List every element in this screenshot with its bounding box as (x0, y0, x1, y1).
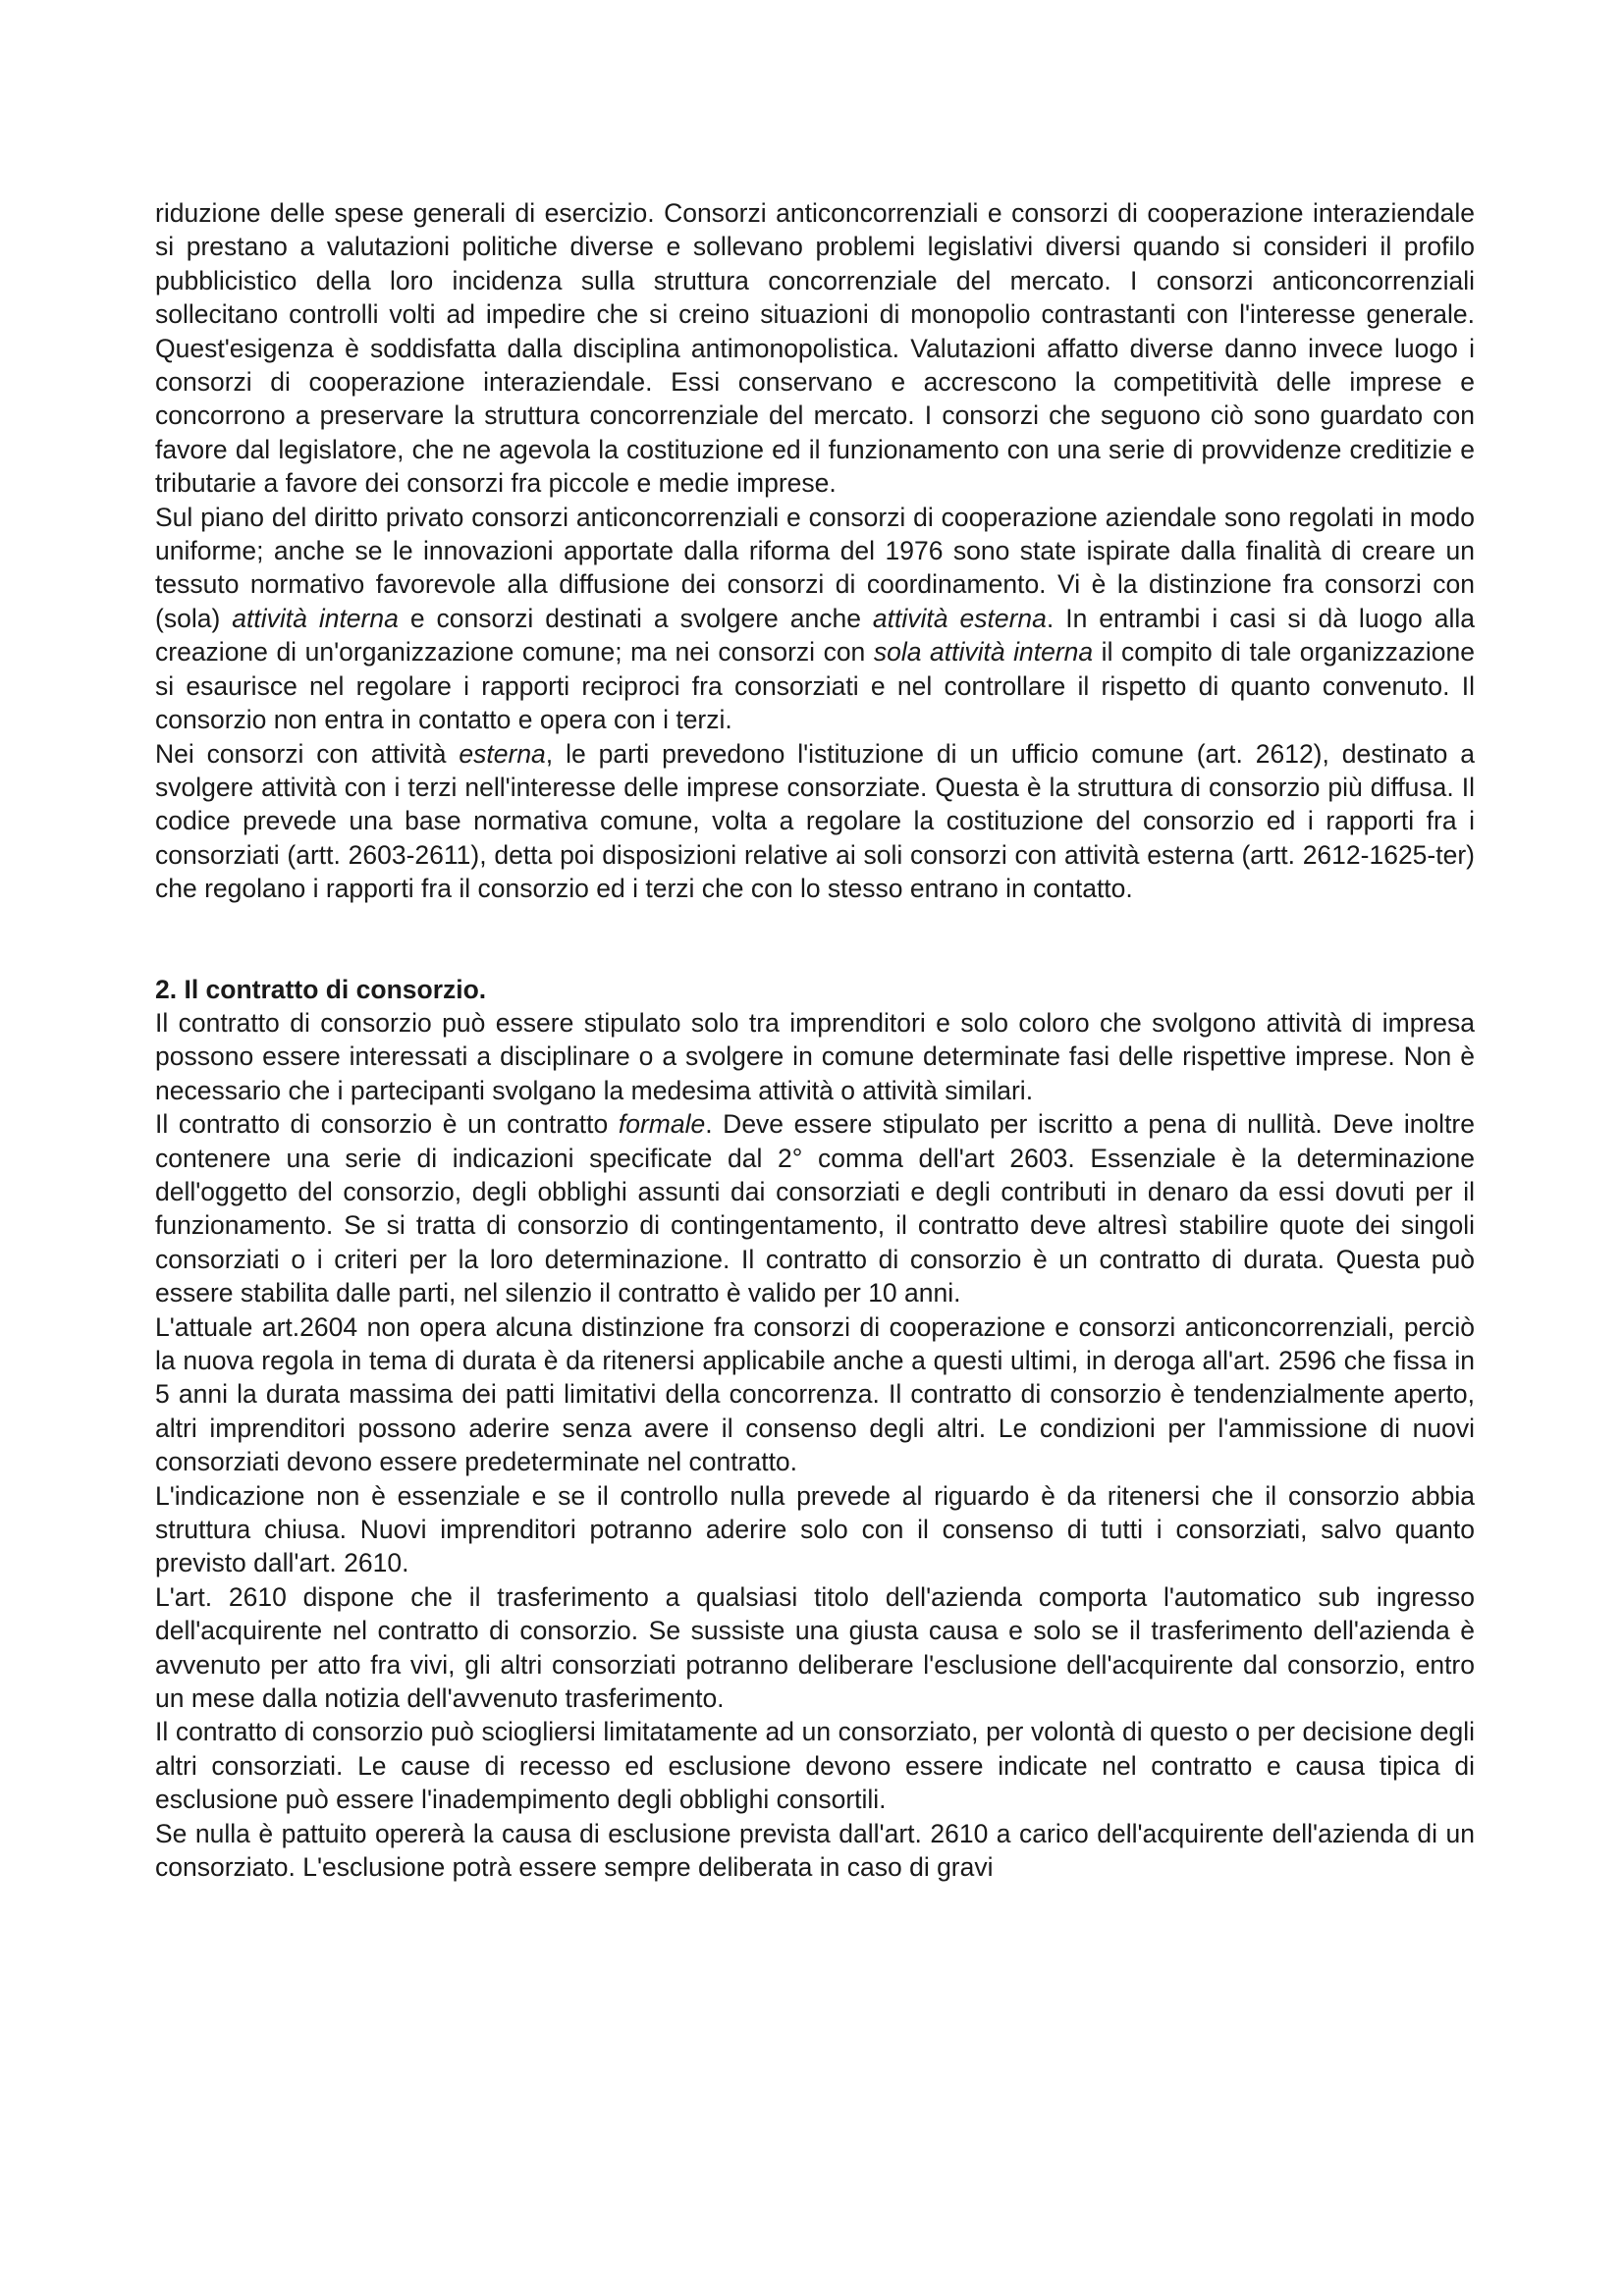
text-run: il compito di tale organizzazione si esaurisce nel regolare i rapporti reciproci fra consorziati e nel controllare il rispetto di quanto convenuto. Il consorzio non entra in contatto e opera con i terzi. (155, 637, 1475, 735)
text-run: , le parti prevedono l'istituzione di un ufficio comune (art. 2612), destinato a svolgere attività con i terzi nell'interesse delle imprese consorziate. Questa è la struttura di consorzio più diffusa. Il codice prevede una base normativa comune, volta a regolare la costituzione del consorzio ed i rapporti fra i consorziati (artt. 2603-2611), detta poi disposizioni relative ai soli consorzi con attività esterna (artt. 2612-1625-ter) che regolano i rapporti fra il consorzio ed i terzi che con lo stesso entrano in contatto. (155, 738, 1475, 904)
emphasis-text: formale (618, 1109, 706, 1140)
paragraph-intro-3 (155, 737, 1475, 906)
paragraph-section2-7: Se nulla è pattuito opererà la causa di esclusione prevista dall'art. 2610 a carico dell'acquirente dell'azienda di un consorziato. L'esclusione potrà essere sempre deliberata in caso di gravi (155, 1818, 1475, 1883)
document-page (155, 196, 1475, 1885)
text-run: Il contratto di consorzio è un contratto (155, 1109, 619, 1140)
emphasis-text: attività esterna (872, 603, 1047, 633)
paragraph-section2-3: L'attuale art.2604 non opera alcuna distinzione fra consorzi di cooperazione e consorzi anticoncorrenziali, perciò la nuova regola in tema di durata è da ritenersi applicabile anche a questi ultimi, in deroga all'art. 2596 che fissa in 5 anni la durata massima dei patti limitativi della concorrenza. Il contratto di consorzio è tendenzialmente aperto, altri imprenditori possono aderire senza avere il consenso degli altri. Le condizioni per l'ammissione di nuovi consorziati devono essere predeterminate nel contratto. (155, 1311, 1475, 1477)
paragraph-intro-1: riduzione delle spese generali di esercizio. Consorzi anticoncorrenziali e consorzi di cooperazione interaziendale si prestano a valutazioni politiche diverse e sollevano problemi legislativi diversi quando si consideri il profilo pubblicistico della loro incidenza sulla struttura concorrenziale del mercato. I consorzi anticoncorrenziali sollecitano controlli volti ad impedire che si creino situazioni di monopolio contrastanti con l'interesse generale. Quest'esigenza è soddisfatta dalla disciplina antimonopolistica. Valutazioni affatto diverse danno invece luogo i consorzi di cooperazione interaziendale. Essi conservano e accrescono la competitività delle imprese e concorrono a preservare la struttura concorrenziale del mercato. I consorzi che seguono ciò sono guardato con favore dal legislatore, che ne agevola la costituzione ed il funzionamento con una serie di provvidenze creditizie e tributarie a favore dei consorzi fra piccole e medie imprese. (155, 198, 1475, 499)
paragraph-intro-2 (155, 501, 1475, 737)
text-run: . In entrambi i casi si dà luogo alla creazione di un'organizzazione comune; ma nei consorzi con (155, 603, 1475, 667)
paragraph-section2-1: Il contratto di consorzio può essere stipulato solo tra imprenditori e solo coloro che svolgono attività di impresa possono essere interessati a disciplinare o a svolgere in comune determinate fasi delle rispettive imprese. Non è necessario che i partecipanti svolgano la medesima attività o attività similari. (155, 1007, 1475, 1105)
section-heading: 2. Il contratto di consorzio. (155, 974, 487, 1004)
text-run: Nei consorzi con attività (155, 738, 460, 769)
emphasis-text: esterna (459, 738, 546, 769)
text-run: . Deve essere stipulato per iscritto a pena di nullità. Deve inoltre contenere una serie di indicazioni specificate dal 2° comma dell'art 2603. Essenziale è la determinazione dell'oggetto del consorzio, degli obblighi assunti dai consorziati e degli contributi in denaro da essi dovuti per il funzionamento. Se si tratta di consorzio di contingentamento, il contratto deve altresì stabilire quote dei singoli consorziati o i criteri per la loro determinazione. Il contratto di consorzio è un contratto di durata. Questa può essere stabilita dalle parti, nel silenzio il contratto è valido per 10 anni. (155, 1109, 1475, 1308)
paragraph-section2-6: Il contratto di consorzio può sciogliersi limitatamente ad un consorziato, per volontà di questo o per decisione degli altri consorziati. Le cause di recesso ed esclusione devono essere indicate nel contratto e causa tipica di esclusione può essere l'inadempimento degli obblighi consortili. (155, 1717, 1475, 1815)
emphasis-text: sola attività interna (873, 637, 1094, 667)
emphasis-text: attività interna (232, 603, 399, 633)
paragraph-section2-5: L'art. 2610 dispone che il trasferimento a qualsiasi titolo dell'azienda comporta l'automatico sub ingresso dell'acquirente nel contratto di consorzio. Se sussiste una giusta causa e solo se il trasferimento dell'azienda è avvenuto per atto fra vivi, gli altri consorziati potranno deliberare l'esclusione dell'acquirente dal consorzio, entro un mese dalla notizia dell'avvenuto trasferimento. (155, 1581, 1475, 1714)
paragraph-section2-2 (155, 1107, 1475, 1309)
text-run: e consorzi destinati a svolgere anche (398, 603, 873, 633)
text-run: Sul piano del diritto privato consorzi anticoncorrenziali e consorzi di cooperazione aziendale sono regolati in modo uniforme; anche se le innovazioni apportate dalla riforma del 1976 sono state ispirate dalla finalità di creare un tessuto normativo favorevole alla diffusione dei consorzi di coordinamento. Vi è la distinzione fra consorzi con (sola) (155, 502, 1475, 633)
paragraph-section2-4: L'indicazione non è essenziale e se il controllo nulla prevede al riguardo è da ritenersi che il consorzio abbia struttura chiusa. Nuovi imprenditori potranno aderire solo con il consenso di tutti i consorziati, salvo quanto previsto dall'art. 2610. (155, 1480, 1475, 1578)
